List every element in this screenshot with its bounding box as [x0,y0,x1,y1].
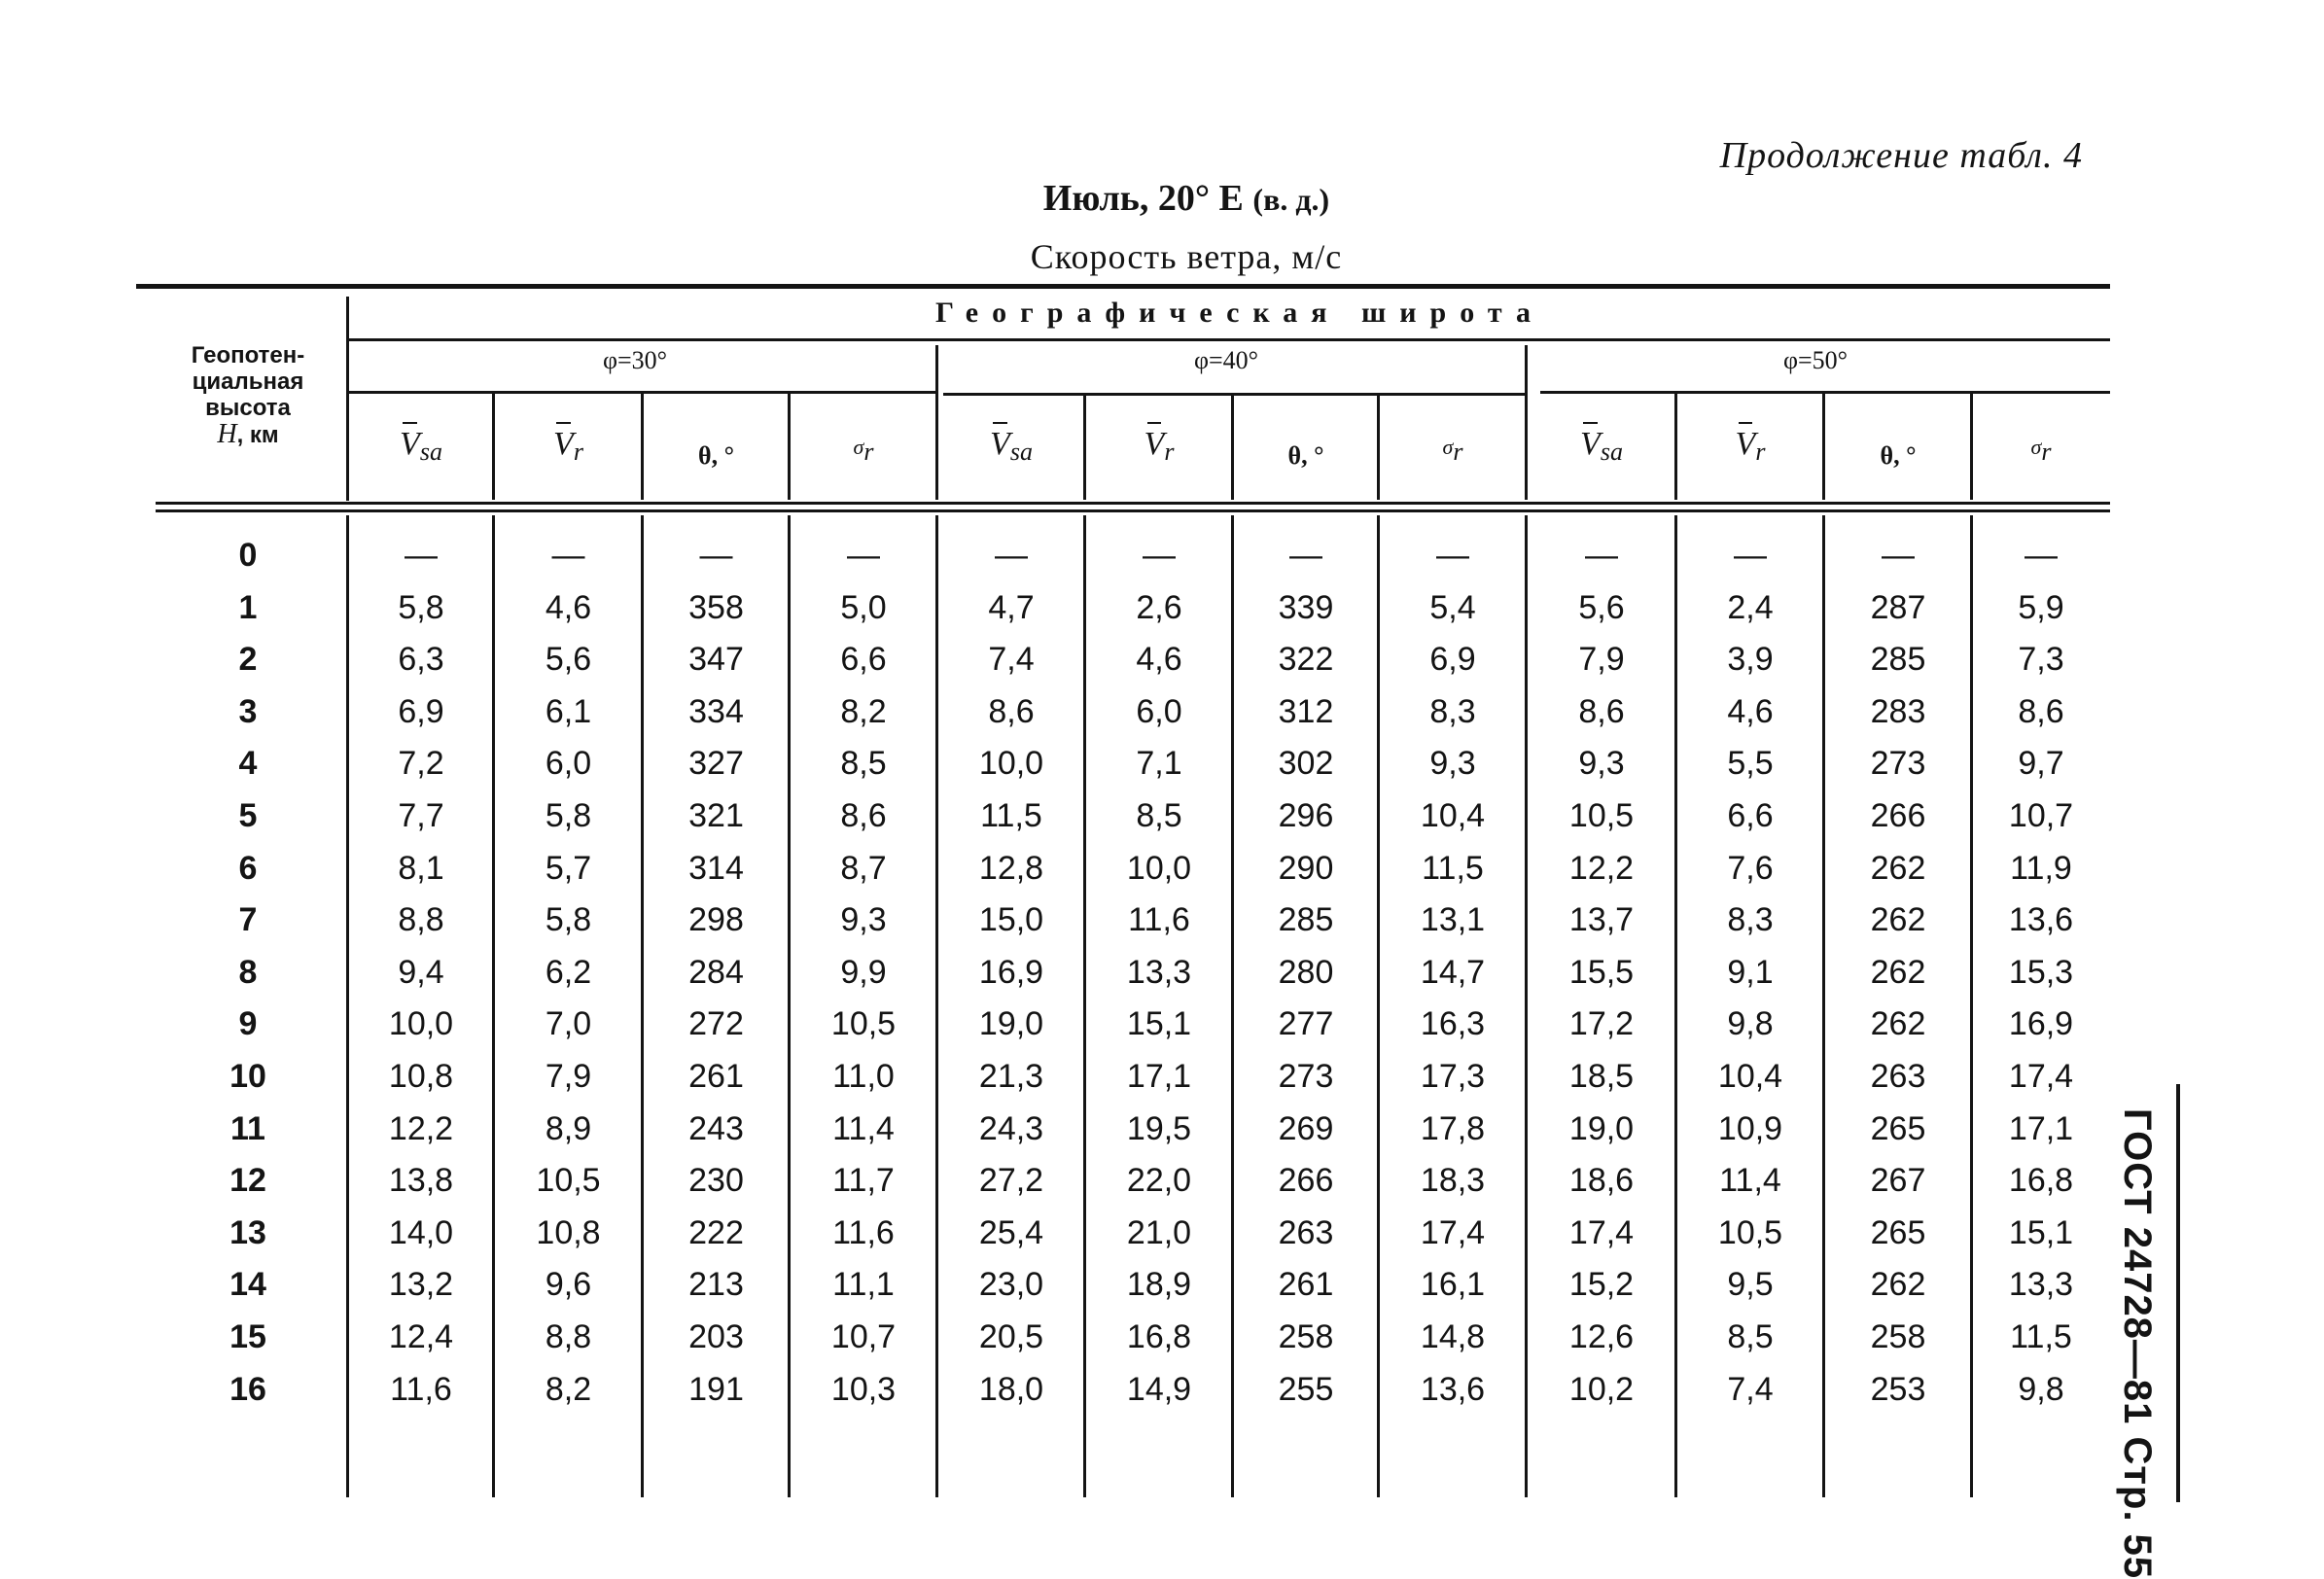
table-cell: 9,7 [2018,745,2064,782]
col-subscript: r [1453,438,1463,466]
table-cell: 8,3 [1727,901,1774,938]
row-height-label: 11 [230,1110,265,1147]
table-cell: 19,0 [1568,1110,1635,1147]
table-cell: 10,5 [1717,1214,1783,1251]
table-cell: 11,6 [832,1214,895,1251]
column-divider [1231,394,1234,500]
table-cell: 12,2 [1568,850,1635,887]
table-cell: 7,4 [1727,1371,1774,1408]
table-cell: 6,9 [398,693,444,730]
column-header-theta [643,436,790,473]
table-cell: 280 [1278,954,1334,991]
height-header-line1: Геопотен- [191,342,305,368]
table-cell: 5,8 [545,901,592,938]
column-header-vr [1676,426,1824,466]
table-cell: 18,3 [1420,1162,1486,1199]
table-cell: 11,5 [980,797,1042,834]
table-cell: 13,6 [1420,1371,1486,1408]
table-cell: 8,8 [398,901,444,938]
table-cell: 8,2 [840,693,887,730]
table-cell: 16,9 [978,954,1044,991]
table-cell: 14,9 [1126,1371,1192,1408]
table-cell: 10,5 [536,1162,601,1199]
table-cell: 283 [1870,693,1926,730]
row-height-label: 3 [238,693,258,730]
table-cell: 24,3 [978,1110,1044,1147]
table-cell: 7,0 [545,1005,592,1042]
row-height-label: 4 [238,745,258,782]
table-cell: 14,8 [1420,1318,1486,1355]
col-symbol: V [400,426,420,462]
table-cell: 261 [688,1058,744,1095]
column-divider [1377,394,1380,500]
table-cell: 262 [1870,1266,1926,1303]
table-cell: 7,9 [545,1058,592,1095]
column-divider [1970,394,1973,500]
table-cell: 15,1 [1126,1005,1192,1042]
column-header-vsa [348,426,494,466]
table-cell: 284 [688,954,744,991]
table-cell: 6,3 [398,641,444,678]
table-cell: 10,4 [1420,797,1486,834]
latitude-header: Географическая широта [935,297,1544,329]
table-cell: — [1882,537,1915,574]
column-header-sigma [1972,426,2110,466]
table-cell: 21,3 [978,1058,1044,1095]
table-cell: 8,8 [545,1318,592,1355]
table-cell: 9,6 [545,1266,592,1303]
table-cell: 9,4 [398,954,444,991]
table-cell: 13,3 [2008,1266,2074,1303]
side-rule [2176,1084,2180,1502]
table-cell: 339 [1278,589,1334,626]
table-cell: 13,1 [1420,901,1486,938]
table-cell: 9,8 [1727,1005,1774,1042]
table-cell: 255 [1278,1371,1334,1408]
height-header-line3: высота [205,395,291,421]
row-height-label: 2 [238,641,258,678]
column-header-vr [494,426,643,466]
height-header [151,342,345,448]
table-cell: 10,2 [1568,1371,1635,1408]
col-symbol: V [1144,426,1165,462]
table-cell: 10,8 [536,1214,601,1251]
table-cell: 261 [1278,1266,1334,1303]
col-theta: θ, ° [1880,441,1917,470]
table-cell: 265 [1870,1110,1926,1147]
table-cell: 272 [688,1005,744,1042]
table-cell: 16,1 [1420,1266,1486,1303]
table-cell: 11,5 [1422,850,1484,887]
table-cell: 11,4 [832,1110,895,1147]
table-cell: 18,6 [1568,1162,1635,1199]
table-cell: 5,8 [398,589,444,626]
table-subtitle: Скорость ветра, м/с [1030,237,1343,276]
column-divider [1525,345,1528,500]
table-cell: 263 [1870,1058,1926,1095]
table-cell: 6,2 [545,954,592,991]
table-cell: 20,5 [978,1318,1044,1355]
table-cell: 12,4 [388,1318,454,1355]
table-cell: 262 [1870,850,1926,887]
table-cell: 23,0 [978,1266,1044,1303]
column-header-vsa [1527,426,1676,466]
table-cell: 312 [1278,693,1334,730]
table-cell: 222 [688,1214,744,1251]
table-cell: 25,4 [978,1214,1044,1251]
table-cell: 21,0 [1126,1214,1192,1251]
table-cell: 213 [688,1266,744,1303]
column-header-vr [1085,426,1233,466]
table-cell: 13,6 [2008,901,2074,938]
col-subscript: r [2041,438,2052,466]
col-symbol: V [1735,426,1756,462]
column-divider [641,394,644,500]
table-cell: 6,9 [1429,641,1476,678]
table-cell: 287 [1870,589,1926,626]
table-cell: 263 [1278,1214,1334,1251]
table-cell: 8,1 [398,850,444,887]
table-cell: 27,2 [978,1162,1044,1199]
table-cell: 265 [1870,1214,1926,1251]
table-cell: 7,3 [2018,641,2064,678]
col-theta: θ, ° [698,441,734,470]
table-cell: 8,5 [1136,797,1182,834]
table-cell: 2,4 [1727,589,1774,626]
table-cell: 5,8 [545,797,592,834]
col-subscript: r [573,438,583,466]
latitude-rule [348,338,2110,341]
table-cell: 262 [1870,901,1926,938]
table-cell: 11,6 [390,1371,452,1408]
table-cell: 14,0 [388,1214,454,1251]
table-cell: — [699,537,733,574]
row-height-label: 14 [229,1266,266,1303]
table-cell: 18,9 [1126,1266,1192,1303]
table-cell: 253 [1870,1371,1926,1408]
table-cell: 16,8 [1126,1318,1192,1355]
table-cell: 18,0 [978,1371,1044,1408]
table-cell: 327 [688,745,744,782]
table-cell: 8,6 [840,797,887,834]
table-cell: 17,4 [2008,1058,2074,1095]
table-cell: 267 [1870,1162,1926,1199]
table-cell: 6,0 [1136,693,1182,730]
height-unit: , км [236,422,279,448]
row-height-label: 9 [238,1005,258,1042]
table-cell: 10,8 [388,1058,454,1095]
table-cell: 273 [1870,745,1926,782]
table-cell: 12,2 [388,1110,454,1147]
table-cell: 15,0 [978,901,1044,938]
table-cell: 7,1 [1136,745,1182,782]
table-cell: 15,3 [2008,954,2074,991]
table-cell: 9,3 [1429,745,1476,782]
table-cell: 10,5 [830,1005,897,1042]
title-paren: (в. д.) [1252,182,1330,217]
table-cell: 8,5 [840,745,887,782]
table-cell: 4,6 [1727,693,1774,730]
header-bottom-rule-1 [156,502,2110,505]
table-cell: 11,5 [2010,1318,2072,1355]
table-cell: 8,5 [1727,1318,1774,1355]
table-cell: 3,9 [1727,641,1774,678]
table-cell: 2,6 [1136,589,1182,626]
phi-rule-3 [1540,391,2110,394]
document-side-label: ГОСТ 24728—81 Стр. 55 [2116,1108,2159,1579]
table-cell: — [1585,537,1618,574]
title-main: Июль, 20° Е [1042,178,1244,219]
table-cell: 17,1 [1126,1058,1192,1095]
table-cell: 5,7 [545,850,592,887]
row-height-label: 15 [229,1318,266,1355]
table-cell: 17,3 [1420,1058,1486,1095]
table-cell: 314 [688,850,744,887]
table-cell: 6,6 [1727,797,1774,834]
column-divider [1083,394,1086,500]
column-header-theta [1824,436,1972,473]
table-cell: 9,1 [1727,954,1774,991]
table-cell: 191 [688,1371,744,1408]
row-height-label: 6 [238,850,258,887]
table-title [0,177,2324,220]
table-cell: 9,8 [2018,1371,2064,1408]
table-cell: 4,7 [988,589,1035,626]
table-cell: 10,7 [830,1318,897,1355]
column-divider [1822,394,1825,500]
table-cell: 6,6 [840,641,887,678]
table-cell: 290 [1278,850,1334,887]
table-cell: 8,6 [1578,693,1625,730]
height-symbol: H [217,419,237,449]
table-cell: 8,6 [988,693,1035,730]
table-cell: 11,9 [2010,850,2072,887]
col-subscript: r [1755,438,1766,466]
row-height-label: 1 [238,589,258,626]
phi-rule-2 [943,393,1527,396]
table-cell: 258 [1278,1318,1334,1355]
table-cell: 9,3 [840,901,887,938]
table-cell: 15,1 [2008,1214,2074,1251]
column-divider [492,394,495,500]
top-rule [136,284,2110,289]
header-bottom-rule-2 [156,509,2110,512]
table-cell: 17,2 [1568,1005,1635,1042]
table-cell: 4,6 [1136,641,1182,678]
table-cell: 8,9 [545,1110,592,1147]
row-height-label: 7 [238,901,258,938]
column-divider [788,394,791,500]
column-header-theta [1233,436,1379,473]
row-height-label: 8 [238,954,258,991]
continuation-note: Продолжение табл. 4 [1719,135,2083,176]
table-cell: 296 [1278,797,1334,834]
table-cell: 11,1 [832,1266,895,1303]
height-header-line2: циальная [192,368,304,395]
table-cell: 13,2 [388,1266,454,1303]
table-cell: — [847,537,880,574]
table-cell: 16,8 [2008,1162,2074,1199]
table-cell: 266 [1278,1162,1334,1199]
row-height-label: 16 [229,1371,266,1408]
table-cell: 9,5 [1727,1266,1774,1303]
table-cell: 19,0 [978,1005,1044,1042]
col-subscript: r [863,438,874,466]
column-header-vsa [937,426,1085,466]
table-cell: 347 [688,641,744,678]
table-cell: — [405,537,438,574]
table-cell: 16,3 [1420,1005,1486,1042]
table-cell: 10,7 [2008,797,2074,834]
table-cell: 22,0 [1126,1162,1192,1199]
table-cell: 6,0 [545,745,592,782]
table-cell: 266 [1870,797,1926,834]
table-cell: 5,9 [2018,589,2064,626]
table-cell: 18,5 [1568,1058,1635,1095]
col-symbol: σ [2030,435,2042,459]
table-cell: 7,9 [1578,641,1625,678]
table-cell: 15,2 [1568,1266,1635,1303]
col-symbol: V [553,426,574,462]
table-cell: — [995,537,1028,574]
row-height-label: 12 [229,1162,266,1199]
col-symbol: V [990,426,1010,462]
table-cell: 13,7 [1568,901,1635,938]
table-cell: 17,4 [1420,1214,1486,1251]
table-cell: — [1734,537,1767,574]
table-cell: 262 [1870,954,1926,991]
table-cell: — [1436,537,1469,574]
table-cell: 8,3 [1429,693,1476,730]
row-height-label: 0 [238,537,258,574]
table-cell: 5,6 [1578,589,1625,626]
column-divider [1674,394,1677,500]
table-cell: 17,1 [2008,1110,2074,1147]
col-subscript: sa [1009,438,1033,466]
table-cell: 285 [1870,641,1926,678]
table-cell: 10,0 [978,745,1044,782]
table-cell: 13,3 [1126,954,1192,991]
table-cell: 11,0 [832,1058,895,1095]
table-cell: 9,9 [840,954,887,991]
table-cell: 10,0 [388,1005,454,1042]
table-cell: 8,2 [545,1371,592,1408]
column-header-sigma [790,426,937,466]
table-cell: — [1289,537,1322,574]
table-cell: 230 [688,1162,744,1199]
latitude-40: φ=40° [1194,346,1259,374]
table-cell: 262 [1870,1005,1926,1042]
table-cell: 11,4 [1719,1162,1781,1199]
latitude-50: φ=50° [1783,346,1849,374]
row-height-label: 10 [229,1058,266,1095]
table-cell: 203 [688,1318,744,1355]
table-cell: 322 [1278,641,1334,678]
table-cell: 7,4 [988,641,1035,678]
table-cell: 17,8 [1420,1110,1486,1147]
table-cell: 12,8 [978,850,1044,887]
table-cell: 358 [688,589,744,626]
table-cell: 334 [688,693,744,730]
table-cell: 11,6 [1128,901,1190,938]
table-cell: 277 [1278,1005,1334,1042]
column-header-sigma [1379,426,1527,466]
col-subscript: sa [419,438,442,466]
table-cell: 5,4 [1429,589,1476,626]
table-cell: 9,3 [1578,745,1625,782]
table-cell: — [551,537,585,574]
table-cell: 5,0 [840,589,887,626]
table-cell: 7,7 [398,797,444,834]
table-cell: 8,6 [2018,693,2064,730]
table-cell: 258 [1870,1318,1926,1355]
vline-height [346,297,349,501]
latitude-30: φ=30° [603,346,668,374]
table-cell: 273 [1278,1058,1334,1095]
col-symbol: σ [1442,435,1454,459]
table-cell: 298 [688,901,744,938]
row-height-label: 5 [238,797,258,834]
col-theta: θ, ° [1287,441,1324,470]
table-cell: 243 [688,1110,744,1147]
table-cell: 11,7 [832,1162,895,1199]
table-cell: 7,6 [1727,850,1774,887]
table-cell: 10,3 [830,1371,897,1408]
table-cell: — [1143,537,1176,574]
column-divider [935,345,938,500]
table-cell: 10,9 [1717,1110,1783,1147]
table-cell: 10,0 [1126,850,1192,887]
table-cell: 12,6 [1568,1318,1635,1355]
table-cell: 7,2 [398,745,444,782]
table-cell: 5,6 [545,641,592,678]
table-cell: 10,5 [1568,797,1635,834]
col-subscript: sa [1600,438,1623,466]
table-cell: 5,5 [1727,745,1774,782]
table-cell: 19,5 [1126,1110,1192,1147]
table-cell: 285 [1278,901,1334,938]
table-cell: 4,6 [545,589,592,626]
row-height-label: 13 [229,1214,266,1251]
table-cell: 6,1 [545,693,592,730]
table-cell: 15,5 [1568,954,1635,991]
table-cell: 17,4 [1568,1214,1635,1251]
table-cell: 302 [1278,745,1334,782]
table-cell: — [2025,537,2058,574]
col-symbol: σ [853,435,864,459]
table-cell: 16,9 [2008,1005,2074,1042]
table-cell: 321 [688,797,744,834]
table-cell: 10,4 [1717,1058,1783,1095]
col-subscript: r [1164,438,1175,466]
table-cell: 8,7 [840,850,887,887]
table-cell: 14,7 [1420,954,1486,991]
table-cell: 269 [1278,1110,1334,1147]
col-symbol: V [1580,426,1601,462]
table-cell: 13,8 [388,1162,454,1199]
